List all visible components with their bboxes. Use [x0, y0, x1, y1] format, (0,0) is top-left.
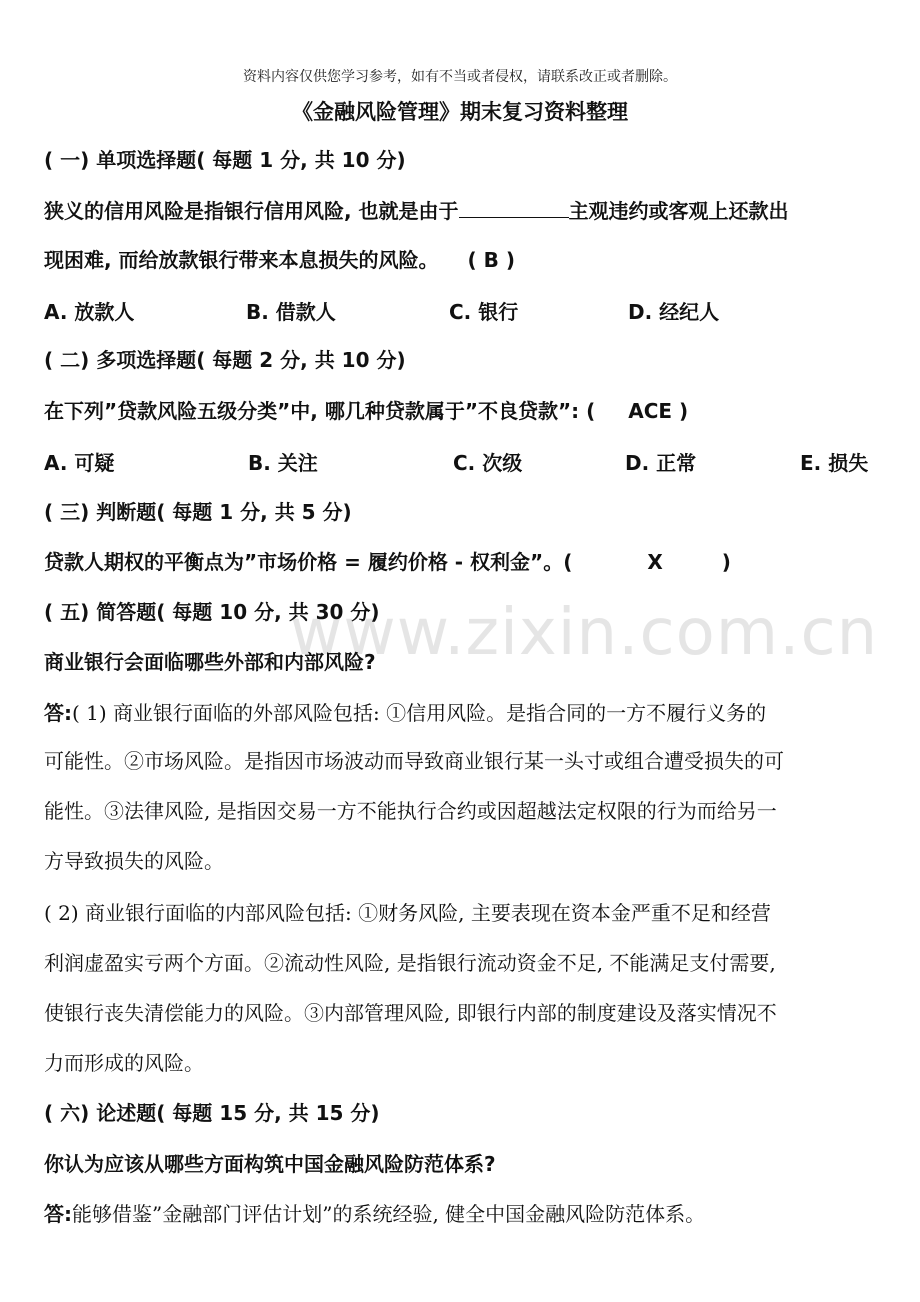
page-title: 《金融风险管理》期末复习资料整理 — [292, 100, 628, 124]
answer-text: 能够借鉴”金融部门评估计划”的系统经验, 健全中国金融风险防范体系。 — [72, 1202, 706, 1226]
option-a: A. 放款人 — [44, 300, 135, 324]
answer-label: 答: — [44, 701, 72, 725]
answer-essay — [44, 1199, 884, 1229]
answer-line-1 — [44, 698, 884, 728]
answer-label: 答: — [44, 1202, 72, 1226]
section-heading-single-choice: ( 一) 单项选择题( 每题 1 分, 共 10 分) — [44, 148, 406, 172]
copyright-notice: 资料内容仅供您学习参考，如有不当或者侵权，请联系改正或者删除。 — [243, 69, 677, 85]
option-d: D. 正常 — [625, 451, 697, 475]
answer-line-5: ( 2) 商业银行面临的内部风险包括: ①财务风险, 主要表现在资本金严重不足和经营 — [44, 901, 771, 925]
option-d: D. 经纪人 — [628, 300, 720, 324]
question-text-part1: 狭义的信用风险是指银行信用风险, 也就是由于 — [44, 199, 459, 223]
question-single-choice-line2 — [44, 245, 884, 275]
question-multiple-choice — [44, 396, 884, 426]
answer-true-false: X — [647, 550, 663, 574]
section-heading-true-false: ( 三) 判断题( 每题 1 分, 共 5 分) — [44, 500, 352, 524]
section-heading-essay: ( 六) 论述题( 每题 15 分, 共 15 分) — [44, 1101, 380, 1125]
answer-line-3: 能性。③法律风险, 是指因交易一方不能执行合约或因超越法定权限的行为而给另一 — [44, 799, 777, 823]
question-true-false — [44, 547, 884, 577]
watermark: www.zixin.com.cn — [290, 596, 879, 670]
answer-line-2: 可能性。②市场风险。是指因市场波动而导致商业银行某一头寸或组合遭受损失的可 — [44, 749, 784, 773]
answer-line-4: 方导致损失的风险。 — [44, 849, 224, 873]
answer-line-7: 使银行丧失清偿能力的风险。③内部管理风险, 即银行内部的制度建设及落实情况不 — [44, 1001, 777, 1025]
section-heading-multiple-choice: ( 二) 多项选择题( 每题 2 分, 共 10 分) — [44, 348, 406, 372]
option-a: A. 可疑 — [44, 451, 115, 475]
answer-multiple-choice: ACE ) — [628, 399, 689, 423]
section-heading-short-answer: ( 五) 简答题( 每题 10 分, 共 30 分) — [44, 600, 380, 624]
question-text-line2: 现困难, 而给放款银行带来本息损失的风险。 — [44, 248, 439, 272]
option-e: E. 损失 — [800, 451, 869, 475]
question-short-answer: 商业银行会面临哪些外部和内部风险? — [44, 650, 376, 674]
answer-text: ( 1) 商业银行面临的外部风险包括: ①信用风险。是指合同的一方不履行义务的 — [72, 701, 767, 725]
answer-single-choice: ( B ) — [467, 248, 515, 272]
question-text-part2: 主观违约或客观上还款出 — [568, 199, 789, 223]
question-essay: 你认为应该从哪些方面构筑中国金融风险防范体系? — [44, 1152, 496, 1176]
close-paren: ) — [721, 550, 731, 574]
answer-line-8: 力而形成的风险。 — [44, 1051, 204, 1075]
option-b: B. 关注 — [248, 451, 318, 475]
option-c: C. 次级 — [453, 451, 523, 475]
question-text: 贷款人期权的平衡点为”市场价格 = 履约价格 - 权利金”。( — [44, 550, 573, 574]
fill-blank — [459, 195, 569, 218]
option-b: B. 借款人 — [246, 300, 336, 324]
answer-line-6: 利润虚盈实亏两个方面。②流动性风险, 是指银行流动资金不足, 不能满足支付需要, — [44, 951, 776, 975]
question-text: 在下列”贷款风险五级分类”中, 哪几种贷款属于”不良贷款”: ( — [44, 399, 596, 423]
option-c: C. 银行 — [449, 300, 519, 324]
question-single-choice-line1 — [44, 195, 884, 226]
